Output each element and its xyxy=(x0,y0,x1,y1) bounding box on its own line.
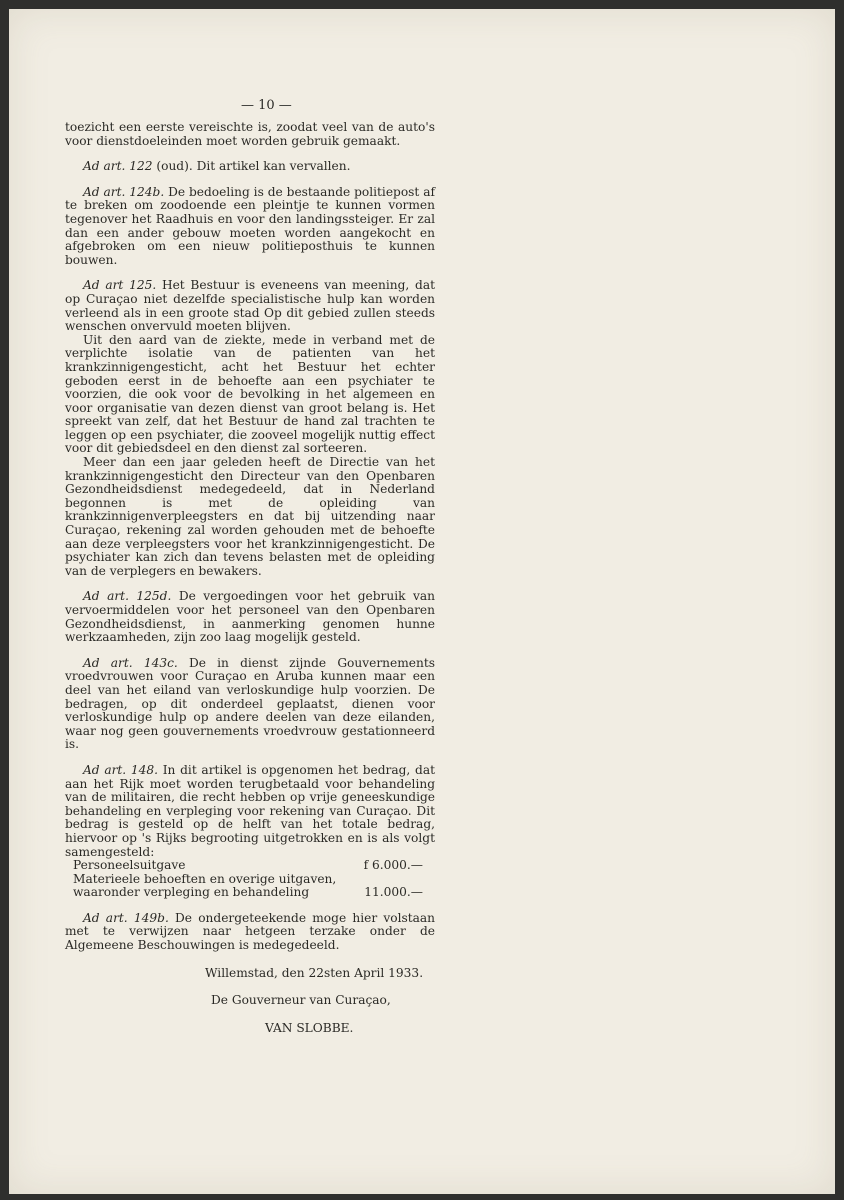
article-reference: Ad art 125. xyxy=(83,278,157,293)
cost-label: Materieele behoeften en overige uitgaven, xyxy=(73,871,337,886)
paragraph-text: De ondergeteekende moge hier volstaan met te verwijzen naar hetgeen terzake onder de Algemeene Beschouwingen is medegedeeld. xyxy=(65,910,436,953)
cost-row xyxy=(73,859,423,873)
article-reference: Ad art. 143c. xyxy=(83,655,178,670)
cost-row xyxy=(73,886,423,900)
cost-breakdown xyxy=(65,859,423,900)
paragraph-art-125 xyxy=(65,279,435,333)
cost-label: waaronder verpleging en behandeling xyxy=(73,885,310,900)
paragraph-continuation xyxy=(65,121,435,148)
signature: VAN SLOBBE. xyxy=(265,1020,354,1035)
article-reference: Ad art. 122 xyxy=(83,159,153,174)
paragraph-art-122 xyxy=(65,160,435,174)
paragraph-art-125d xyxy=(65,590,435,644)
document-page xyxy=(9,9,835,1194)
paragraph-text: Het Bestuur is eveneens van meening, dat op Curaçao niet dezelfde specialistische hulp kan worden verleend als in een groote stad Op dit gebied zullen steeds wenschen onvervuld moeten blijven. xyxy=(65,278,435,334)
paragraph-text: (oud). Dit artikel kan vervallen. xyxy=(152,159,351,174)
paragraph-art-124b xyxy=(65,186,435,268)
cost-amount: f 6.000.— xyxy=(363,858,423,873)
cost-row xyxy=(73,873,423,887)
page-number: — 10 — xyxy=(241,98,292,113)
paragraph-text: In dit artikel is opgenomen het bedrag, dat aan het Rijk moet worden terugbetaald voor behandeling van de militairen, die recht hebben op vrije geneeskundige behandeling en verpleging voor rekening van Curaçao. Dit bedrag is gesteld op de helft van het totale bedrag, hiervoor op 's Rijks begrooting uitgetrokken en is als volgt samengesteld: xyxy=(65,762,435,859)
paragraph-text: De in dienst zijnde Gouvernements vroedvrouwen voor Curaçao en Aruba kunnen maar een deel van het eiland van verloskundige hulp voorzien. De bedragen, op dit onderdeel geplaatst, dienen voor verloskundige hulp op andere deelen van deze eilanden, waar nog geen gouvernements vroedvrouw gestationneerd is. xyxy=(65,655,435,752)
paragraph-text: Meer dan een jaar geleden heeft de Directie van het krankzinnigengesticht den Directeur van den Openbaren Gezondheidsdienst medegedeeld, dat in Nederland begonnen is met de opleiding van krankzinnigenverpleegsters en dat bij uitzending naar Curaçao, rekening zal worden gehouden met de behoefte aan deze verpleegsters voor het krankzinnigengesticht. De psychiater kan zich dan tevens belasten met de opleiding van de verplegers en bewakers. xyxy=(65,455,435,578)
paragraph-text: toezicht een eerste vereischte is, zoodat veel van de auto's voor dienstdoeleinden moet worden gebruik gemaakt. xyxy=(65,120,435,148)
article-reference: Ad art. 125d. xyxy=(83,589,172,604)
paragraph-text: De vergoedingen voor het gebruik van vervoermiddelen voor het personeel van den Openbaren Gezondheidsdienst, in aanmerking genomen hunne werkzaamheden, zijn zoo laag mogelijk gesteld. xyxy=(65,589,435,645)
paragraph-art-148 xyxy=(65,764,435,859)
paragraph-art-125-psychiater xyxy=(65,334,435,456)
article-reference: Ad art. 124b. xyxy=(83,184,165,199)
article-reference: Ad art. 148. xyxy=(83,762,159,777)
paragraph-text: De bedoeling is de bestaande politiepost af te breken om zoodoende een pleintje te kunnen vormen tegenover het Raadhuis en voor den landingssteiger. Er zal dan een ander gebouw moeten worden aangekocht en afgebroken om een nieuw politieposthuis te kunnen bouwen. xyxy=(65,184,436,267)
paragraph-text: Uit den aard van de ziekte, mede in verband met de verplichte isolatie van de patienten van het krankzinnigengesticht, acht het Bestuur het echter geboden eerst in de behoefte aan een psychiater te voorzien, die ook voor de bevolking in het algemeen en voor organisatie van dezen dienst van groot belang is. Het spreekt van zelf, dat het Bestuur de hand zal trachten te leggen op een psychiater, die zooveel mogelijk nuttig effect voor dit gebiedsdeel en den dienst zal sorteeren. xyxy=(65,332,435,456)
governor-title: De Gouverneur van Curaçao, xyxy=(211,993,391,1008)
article-reference: Ad art. 149b. xyxy=(83,910,169,925)
cost-amount: 11.000.— xyxy=(364,885,423,900)
paragraph-art-149b xyxy=(65,912,435,953)
document-body xyxy=(65,121,435,1035)
place-date: Willemstad, den 22sten April 1933. xyxy=(205,965,424,980)
cost-label: Personeelsuitgave xyxy=(73,858,186,873)
paragraph-art-125-opleiding xyxy=(65,456,435,578)
paragraph-art-143c xyxy=(65,657,435,752)
